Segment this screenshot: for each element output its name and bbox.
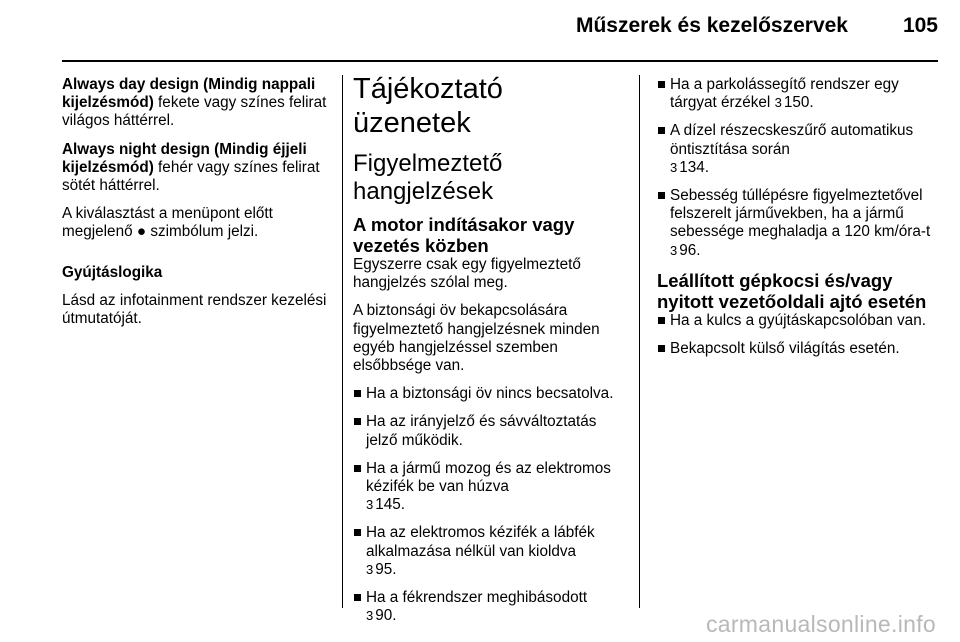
- warning-list-continued: [657, 76, 942, 260]
- watermark: carmanualsonline.info: [705, 611, 936, 637]
- selection-text-end: szimbólum jelzi.: [146, 223, 259, 241]
- list-item: [353, 385, 623, 403]
- selection-text: A kiválasztást a menüpont előtt megjelenő: [62, 205, 273, 241]
- night-design-paragraph: [62, 141, 332, 196]
- list-item-text: Ha a kulcs a gyújtáskapcsolóban van.: [670, 311, 926, 329]
- page-reference[interactable]: 90.: [375, 607, 397, 625]
- column-1: [62, 76, 332, 338]
- page-reference-icon: 3: [774, 95, 782, 111]
- warning-list: [353, 385, 623, 625]
- list-item-text: A dízel részecskeszűrő automatikus öntisztítása során: [670, 122, 914, 158]
- list-item: [353, 589, 623, 625]
- parked-warning-list: [657, 312, 942, 358]
- engine-heading: A motor indításakor vagy vezetés közben: [353, 214, 575, 256]
- page-reference[interactable]: 95.: [375, 560, 397, 578]
- list-item: [353, 524, 623, 579]
- page-reference-icon: 3: [366, 497, 374, 513]
- list-item-text: Ha az irányjelző és sávváltoztatás jelző működik.: [366, 413, 597, 449]
- list-item: [657, 340, 942, 358]
- page-reference-icon: 3: [670, 159, 678, 175]
- list-item: [657, 312, 942, 330]
- day-design-term: Always day design (Mindig nappali kijelzésmód): [62, 76, 316, 112]
- belt-priority-text: A biztonsági öv bekapcsolására figyelmeztető hangjelzésnek minden egyéb hangjelzéssel szemben elsőbbsége van.: [353, 302, 600, 375]
- engine-text: Egyszerre csak egy figyelmeztető hangjelzés szólal meg.: [353, 256, 581, 292]
- column-2: [353, 72, 623, 635]
- page-reference[interactable]: 134.: [679, 158, 710, 176]
- list-item-text: Ha a fékrendszer meghibásodott: [366, 589, 588, 607]
- column-divider-2: [639, 75, 640, 608]
- column-divider-1: [342, 75, 343, 608]
- list-item: [353, 413, 623, 449]
- parked-vehicle-heading: Leállított gépkocsi és/vagy nyitott vezetőoldali ajtó esetén: [657, 269, 927, 312]
- ignition-logic-text: Lásd az infotainment rendszer kezelési útmutatóját.: [62, 291, 327, 328]
- night-design-term: Always night design (Mindig éjjeli kijelzésmód): [62, 140, 307, 176]
- page-reference-icon: 3: [366, 608, 374, 624]
- page-number: 105: [902, 14, 938, 37]
- day-design-text: fekete vagy színes felirat világos háttérrel.: [62, 94, 327, 130]
- list-item: [657, 76, 942, 112]
- page-reference[interactable]: 96.: [679, 241, 701, 259]
- list-item-text: Ha a biztonsági öv nincs becsatolva.: [366, 385, 614, 403]
- page-reference-icon: 3: [366, 561, 374, 577]
- list-item: [657, 122, 942, 177]
- subsection-title: Figyelmeztető hangjelzések: [353, 150, 503, 205]
- night-design-text: fehér vagy színes felirat sötét háttérrel.: [62, 158, 320, 195]
- selection-dot-icon: ●: [136, 223, 147, 241]
- list-item-text: Bekapcsolt külső világítás esetén.: [670, 340, 900, 358]
- selection-paragraph: [62, 205, 332, 241]
- header-divider: [62, 60, 938, 62]
- column-3: [657, 76, 942, 368]
- list-item-text: Ha a jármű mozog és az elektromos kézifék be van húzva: [366, 459, 611, 496]
- page-reference-icon: 3: [670, 242, 678, 258]
- page-reference[interactable]: 145.: [375, 496, 406, 514]
- list-item-text: Sebesség túllépésre figyelmeztetővel felszerelt járművekben, ha a jármű sebessége meghaladja a 120 km/óra-t: [670, 187, 931, 241]
- list-item-text: Ha a parkolássegítő rendszer egy tárgyat érzékel: [670, 76, 899, 112]
- section-title: Tájékoztató üzenetek: [353, 73, 503, 139]
- list-item: [353, 460, 623, 515]
- ignition-logic-heading: Gyújtáslogika: [62, 263, 163, 281]
- list-item-text: Ha az elektromos kézifék a lábfék alkalmazása nélkül van kioldva: [366, 524, 595, 560]
- day-design-paragraph: [62, 76, 332, 131]
- page-reference[interactable]: 150.: [783, 94, 814, 112]
- chapter-title: Műszerek és kezelőszervek: [575, 14, 848, 37]
- list-item: [657, 187, 942, 260]
